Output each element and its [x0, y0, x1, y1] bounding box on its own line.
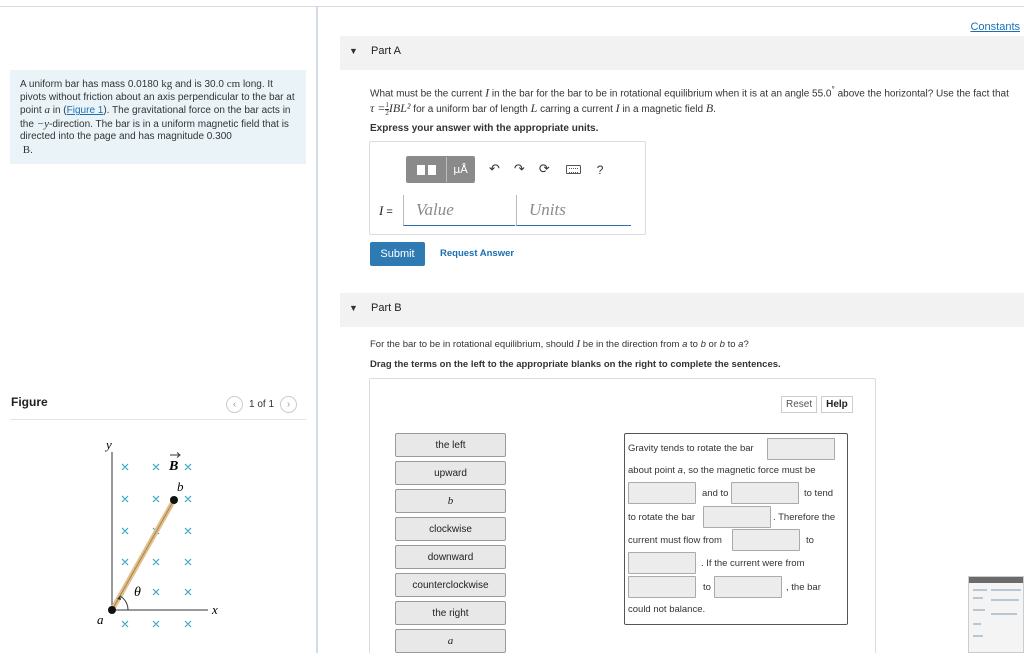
drop-blank[interactable] [628, 482, 696, 504]
drop-blank[interactable] [628, 576, 696, 598]
part-b-question: For the bar to be in rotational equilibrium, should I be in the direction from a to b or b to a? [370, 338, 749, 350]
sentence-text: and to [702, 488, 729, 499]
term-downward[interactable]: downward [395, 545, 506, 569]
part-a-question: What must be the current I in the bar for the bar to be in rotational equilibrium when it is at an angle 55.0° above the horizontal? Use the fact that τ = $\frac{1}{2}$ IBL² for a uniform bar of length L carring a current I in a magnetic field B. [370, 84, 1009, 118]
drop-blank[interactable] [703, 506, 771, 528]
part-a-instruction: Express your answer with the appropriate units. [370, 123, 599, 134]
y-axis-label: y [106, 437, 112, 452]
help-icon[interactable]: ? [596, 162, 604, 177]
redo-icon[interactable]: ↷ [513, 162, 525, 177]
drag-drop-area [369, 378, 876, 653]
term-upward[interactable]: upward [395, 461, 506, 485]
answer-toolbar [406, 156, 603, 183]
fraction-half: $\frac{1}{2}$ [385, 101, 389, 118]
x-axis-label: x [212, 602, 218, 617]
submit-button[interactable]: Submit [370, 242, 425, 266]
pivot-point-a [108, 606, 116, 614]
drop-blank[interactable] [767, 438, 835, 460]
field-label: B [169, 459, 179, 474]
collapse-triangle-icon[interactable]: ▼ [349, 46, 358, 56]
figure-page-count: 1 of 1 [249, 399, 275, 410]
sentence-text: . Therefore the [773, 512, 836, 523]
term-b[interactable]: b [395, 489, 506, 513]
sentence-text: to rotate the bar [628, 512, 696, 523]
end-point-b [170, 496, 178, 504]
part-b-instruction: Drag the terms on the left to the appropriate blanks on the right to complete the sentences. [370, 359, 781, 370]
keyboard-icon[interactable] [566, 165, 581, 174]
drop-blank[interactable] [714, 576, 782, 598]
units-input[interactable] [516, 195, 631, 226]
point-b-label: b [177, 479, 184, 494]
figure-link[interactable]: Figure 1 [66, 105, 104, 117]
help-button[interactable]: Help [821, 396, 853, 413]
sentence-text: current must flow from [628, 535, 722, 546]
request-answer-link[interactable]: Request Answer [440, 248, 515, 259]
term-clockwise[interactable]: clockwise [395, 517, 506, 541]
chevron-right-icon[interactable]: › [280, 396, 297, 413]
uniform-bar-edge [112, 500, 174, 610]
reset-button[interactable]: Reset [781, 396, 817, 413]
term-counterclockwise[interactable]: counterclockwise [395, 573, 506, 597]
drop-blank[interactable] [731, 482, 799, 504]
window-thumbnail[interactable] [968, 576, 1024, 653]
undo-icon[interactable]: ↶ [489, 162, 500, 177]
current-label: I = [379, 203, 393, 218]
answer-box [369, 141, 646, 235]
sentence-box [624, 433, 848, 625]
term-a[interactable]: a [395, 629, 506, 653]
bar-diagram [90, 434, 230, 634]
figure-label: Figure [11, 395, 48, 409]
top-rule [0, 6, 1024, 7]
angle-label: θ [134, 585, 141, 600]
panel-divider [316, 6, 318, 653]
collapse-triangle-icon[interactable]: ▼ [349, 303, 358, 313]
part-b-title: Part B [371, 302, 402, 314]
sentence-text: to [703, 582, 711, 593]
constants-link[interactable]: Constants [970, 21, 1020, 33]
problem-statement: A uniform bar has mass 0.0180 kg and is 30.0 cm long. It pivots without friction about an axis perpendicular to the bar at point a in (Figure 1). The gravitational force on the bar acts in the −y-direction. The bar is in a uniform magnetic field that is directed into the page and has magnitude 0.300 B. [10, 70, 306, 164]
units-button[interactable]: μÅ [447, 157, 474, 182]
part-a-title: Part A [371, 45, 401, 57]
part-a-header[interactable] [340, 36, 1024, 70]
sentence-text: to [806, 535, 814, 546]
point-a-label: a [97, 612, 104, 627]
drop-blank[interactable] [628, 552, 696, 574]
reset-icon[interactable]: ⟳ [538, 162, 550, 177]
term-the-left[interactable]: the left [395, 433, 506, 457]
term-the-right[interactable]: the right [395, 601, 506, 625]
template-button[interactable] [407, 157, 447, 182]
figure-rule [10, 419, 306, 420]
chevron-left-icon[interactable]: ‹ [226, 396, 243, 413]
figure-pager [226, 396, 297, 413]
sentence-text: , the bar [786, 582, 821, 593]
sentence-text: to tend [804, 488, 834, 499]
sentence-text: Gravity tends to rotate the bar [628, 443, 754, 454]
part-b-header[interactable] [340, 293, 1024, 327]
sentence-text: about point a, so the magnetic force must be [628, 465, 816, 476]
drop-blank[interactable] [732, 529, 800, 551]
value-input[interactable] [403, 195, 515, 226]
reset-help-group [781, 396, 853, 413]
sentence-text: . If the current were from [701, 558, 805, 569]
sentence-text: could not balance. [628, 604, 706, 615]
